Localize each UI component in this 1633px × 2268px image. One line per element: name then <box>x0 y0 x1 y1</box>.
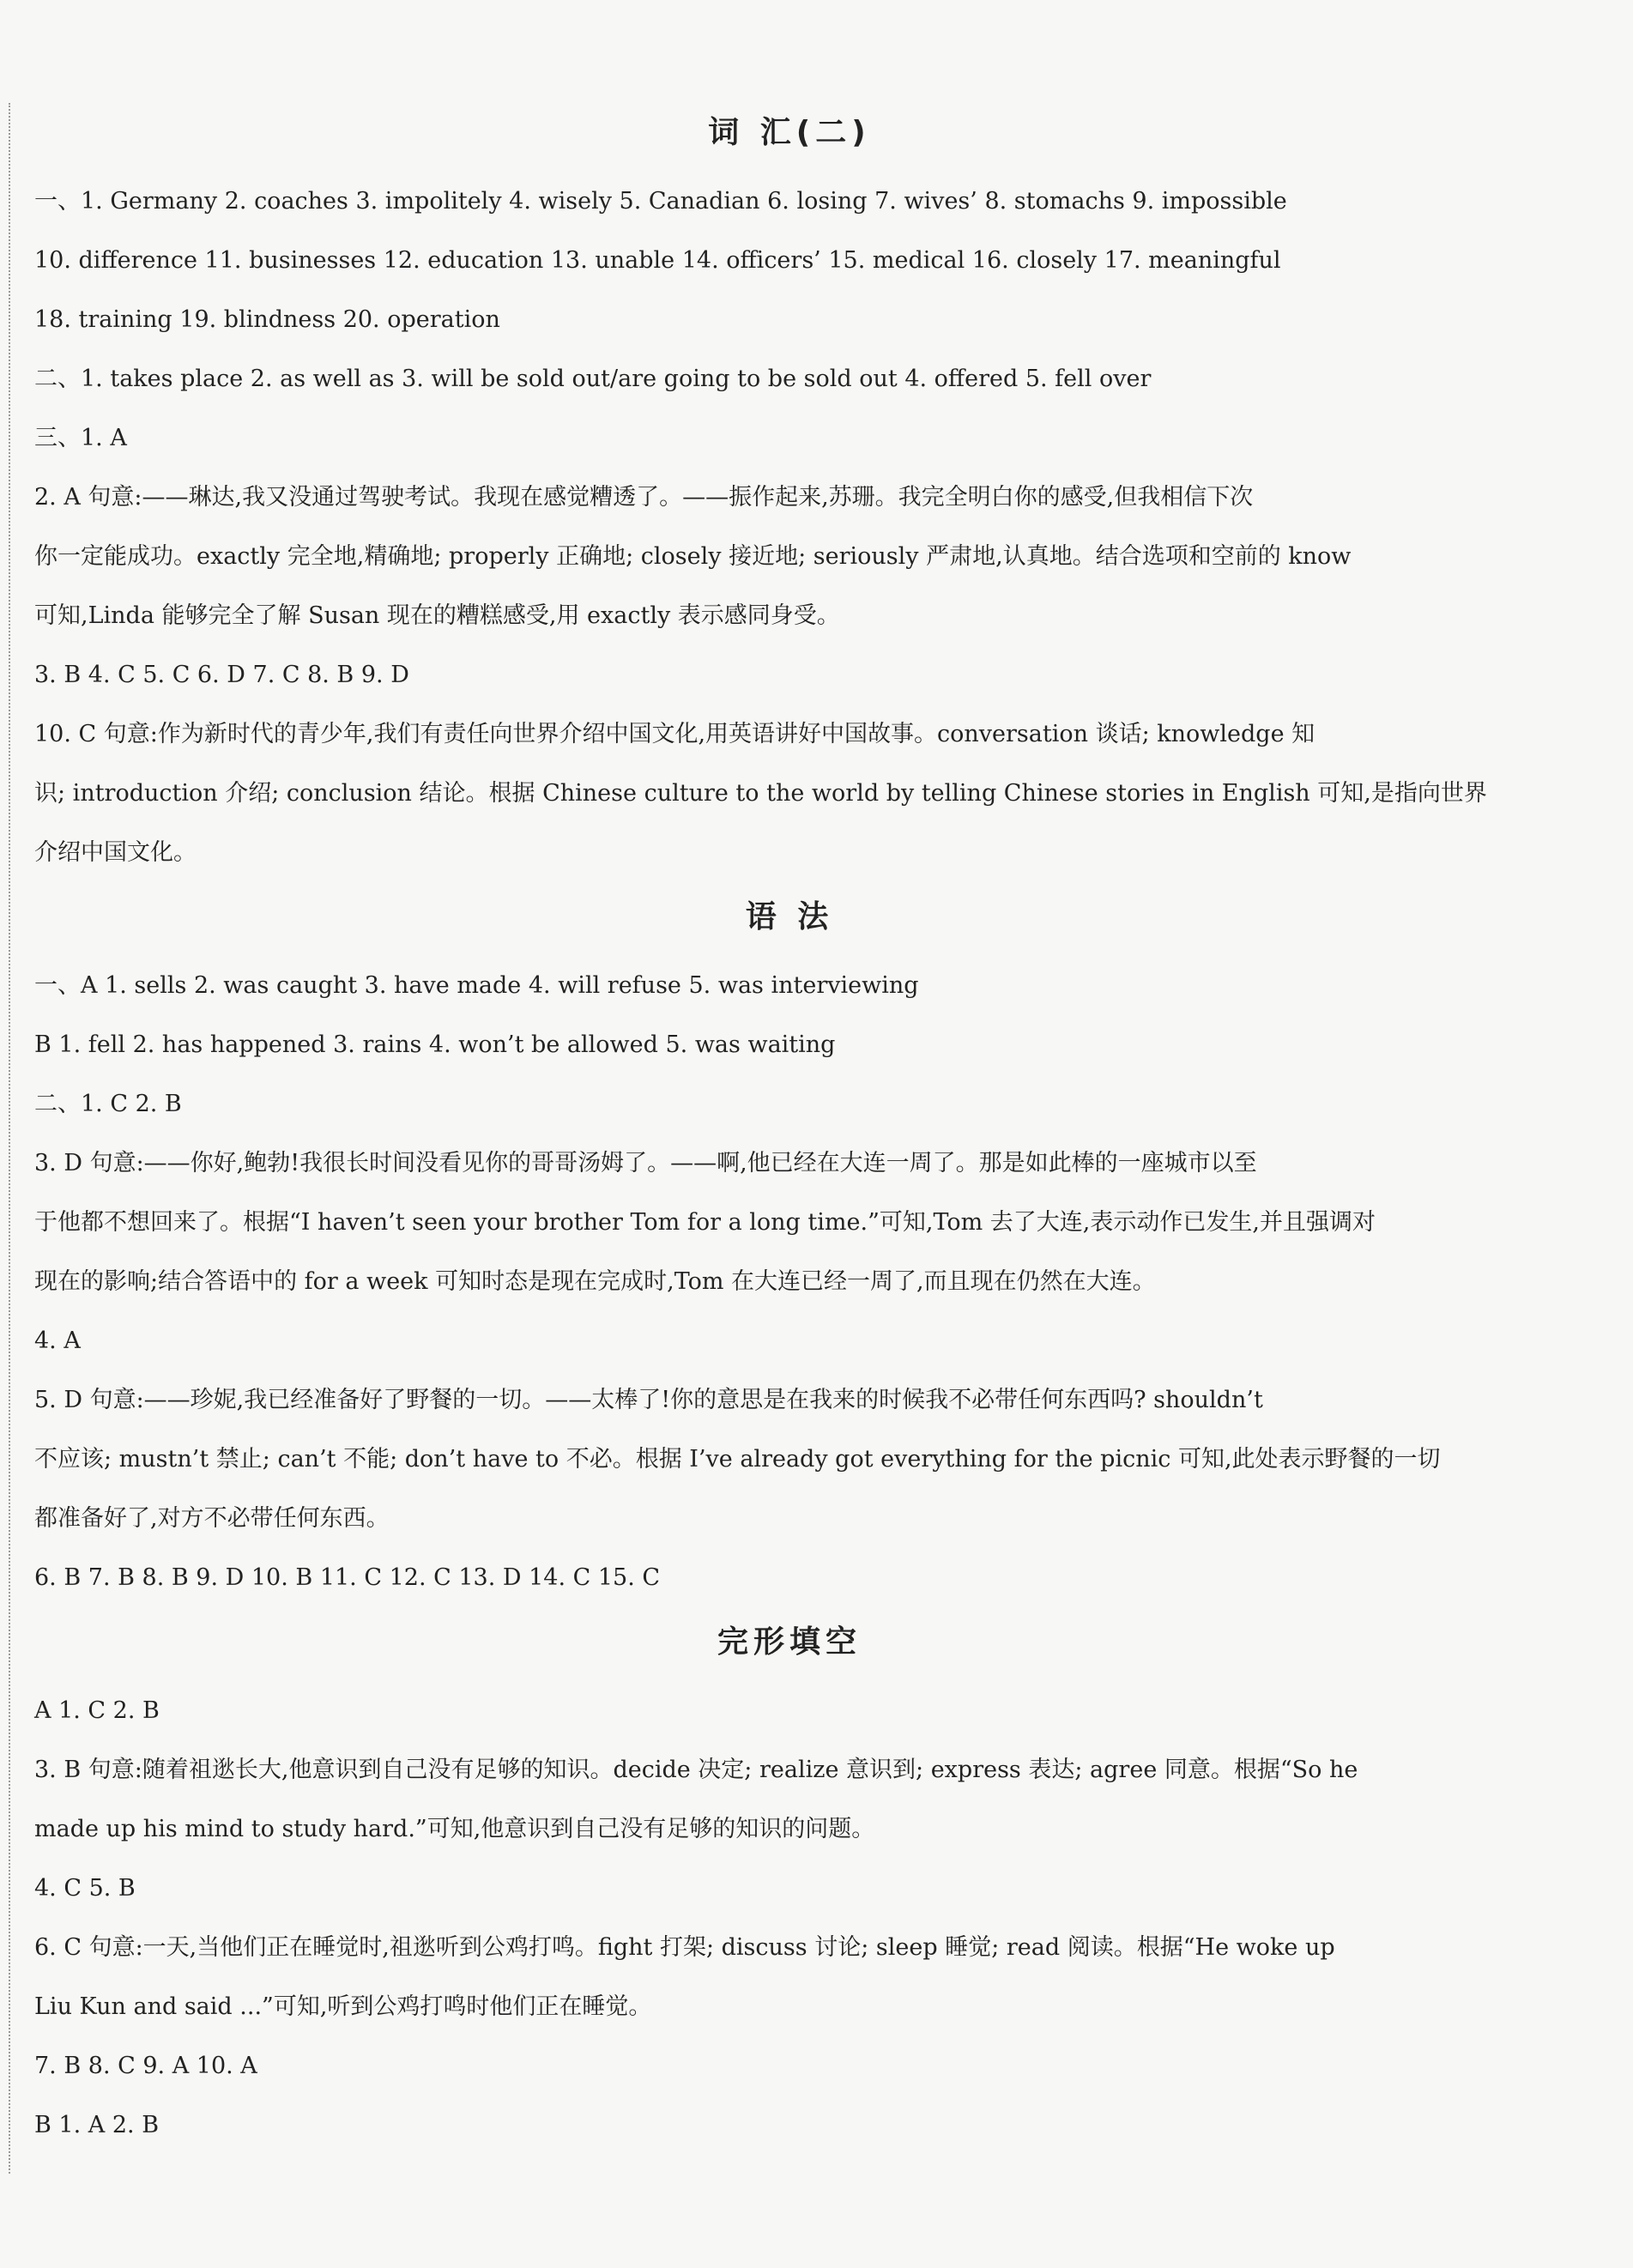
answer-line: 介绍中国文化。 <box>34 839 197 866</box>
answer-line: 一、A 1. sells 2. was caught 3. have made 4. will refuse 5. was interviewing <box>34 972 919 999</box>
answer-content <box>34 103 1545 2155</box>
answer-line: 4. A <box>34 1328 81 1354</box>
answer-line: 不应该; mustn’t 禁止; can’t 不能; don’t have to 不必。根据 I’ve already got everything for the picnic 可知,此处表示野餐的一切 <box>34 1446 1441 1473</box>
answer-line: Liu Kun and said ...”可知,听到公鸡打鸣时他们正在睡觉。 <box>34 1993 652 2020</box>
answer-line: 4. C 5. B <box>34 1875 136 1902</box>
answer-line: made up his mind to study hard.”可知,他意识到自己没有足够的知识的问题。 <box>34 1816 875 1842</box>
answer-line: 现在的影响;结合答语中的 for a week 可知时态是现在完成时,Tom 在大连已经一周了,而且现在仍然在大连。 <box>34 1268 1156 1295</box>
answer-line: 3. D 句意:——你好,鲍勃!我很长时间没看见你的哥哥汤姆了。——啊,他已经在大连一周了。那是如此棒的一座城市以至 <box>34 1150 1257 1176</box>
section-title-grammar: 语 法 <box>745 899 834 934</box>
answer-line: 于他都不想回来了。根据“I haven’t seen your brother Tom for a long time.”可知,Tom 去了大连,表示动作已发生,并且强调对 <box>34 1209 1376 1236</box>
answer-line: 你一定能成功。exactly 完全地,精确地; properly 正确地; closely 接近地; seriously 严肃地,认真地。结合选项和空前的 know <box>34 543 1352 570</box>
answer-line: 7. B 8. C 9. A 10. A <box>34 2053 257 2079</box>
margin-rule <box>9 103 10 2174</box>
answer-line: 三、1. A <box>34 425 127 451</box>
answer-line: 10. difference 11. businesses 12. education 13. unable 14. officers’ 15. medical 16. closely 17. meaningful <box>34 247 1281 274</box>
answer-line: B 1. fell 2. has happened 3. rains 4. won’t be allowed 5. was waiting <box>34 1031 836 1058</box>
answer-line: 一、1. Germany 2. coaches 3. impolitely 4. wisely 5. Canadian 6. losing 7. wives’ 8. stomachs 9. impossible <box>34 188 1287 215</box>
answer-line: B 1. A 2. B <box>34 2112 160 2138</box>
answer-line: 18. training 19. blindness 20. operation <box>34 306 500 333</box>
answer-line: 3. B 4. C 5. C 6. D 7. C 8. B 9. D <box>34 662 409 688</box>
answer-line: 可知,Linda 能够完全了解 Susan 现在的糟糕感受,用 exactly 表示感同身受。 <box>34 602 840 629</box>
answer-line: 都准备好了,对方不必带任何东西。 <box>34 1505 390 1532</box>
answer-line: 2. A 句意:——琳达,我又没通过驾驶考试。我现在感觉糟透了。——振作起来,苏珊。我完全明白你的感受,但我相信下次 <box>34 484 1254 511</box>
section-title-vocab: 词 汇(二) <box>708 115 871 150</box>
answer-line: 6. B 7. B 8. B 9. D 10. B 11. C 12. C 13. D 14. C 15. C <box>34 1564 661 1591</box>
answer-line: 二、1. C 2. B <box>34 1091 182 1117</box>
answer-line: 识; introduction 介绍; conclusion 结论。根据 Chinese culture to the world by telling Chinese stories in English 可知,是指向世界 <box>34 780 1487 807</box>
answer-line: 6. C 句意:一天,当他们正在睡觉时,祖逖听到公鸡打鸣。fight 打架; discuss 讨论; sleep 睡觉; read 阅读。根据“He woke up <box>34 1934 1335 1961</box>
answer-line: 3. B 句意:随着祖逖长大,他意识到自己没有足够的知识。decide 决定; realize 意识到; express 表达; agree 同意。根据“So he <box>34 1757 1358 1783</box>
answer-line: A 1. C 2. B <box>34 1697 160 1724</box>
section-title-cloze: 完形填空 <box>717 1624 862 1660</box>
answer-line: 5. D 句意:——珍妮,我已经准备好了野餐的一切。——太棒了!你的意思是在我来的时候我不必带任何东西吗? shouldn’t <box>34 1387 1263 1413</box>
answer-line: 二、1. takes place 2. as well as 3. will be sold out/are going to be sold out 4. offered 5. fell over <box>34 366 1152 392</box>
answer-line: 10. C 句意:作为新时代的青少年,我们有责任向世界介绍中国文化,用英语讲好中国故事。conversation 谈话; knowledge 知 <box>34 721 1315 747</box>
